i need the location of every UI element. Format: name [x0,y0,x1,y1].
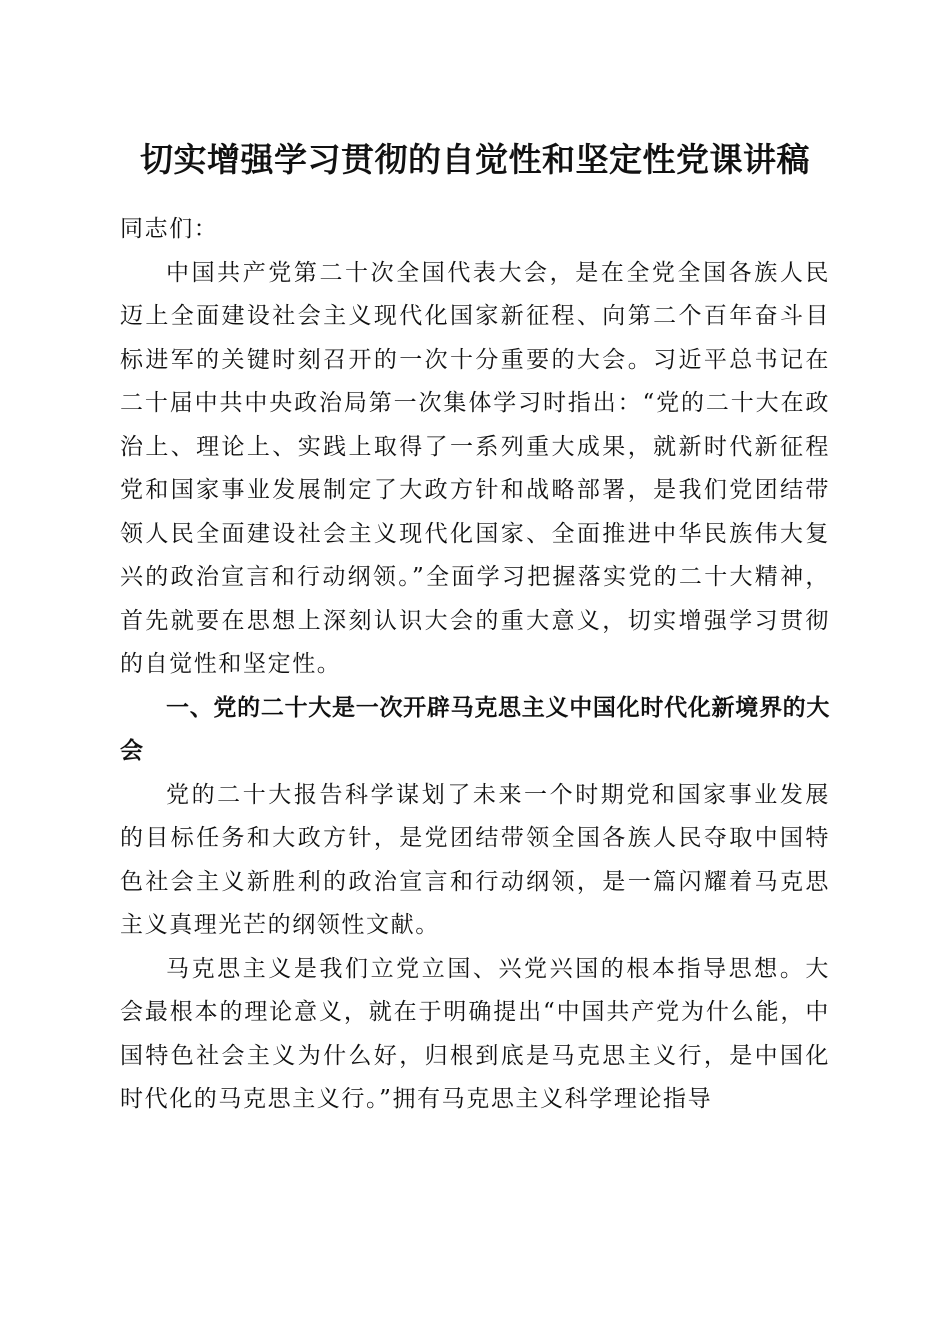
intro-paragraph: 中国共产党第二十次全国代表大会，是在全党全国各族人民迈上全面建设社会主义现代化国家新征程、向第二个百年奋斗目标进军的关键时刻召开的一次十分重要的大会。习近平总书记在二十届中共中央政治局第一次集体学习时指出：“党的二十大在政治上、理论上、实践上取得了一系列重大成果，就新时代新征程党和国家事业发展制定了大政方针和战略部署，是我们党团结带领人民全面建设社会主义现代化国家、全面推进中华民族伟大复兴的政治宣言和行动纲领。”全面学习把握落实党的二十大精神，首先就要在思想上深刻认识大会的重大意义，切实增强学习贯彻的自觉性和坚定性。 [120,259,830,677]
salutation: 同志们： [120,216,219,242]
section-paragraph: 党的二十大报告科学谋划了未来一个时期党和国家事业发展的目标任务和大政方针，是党团结带领全国各族人民夺取中国特色社会主义新胜利的政治宣言和行动纲领，是一篇闪耀着马克思主义真理光芒的纲领性文献。 [120,781,830,938]
document-title: 切实增强学习贯彻的自觉性和坚定性党课讲稿 [140,140,810,179]
document-page [120,132,830,1122]
section-heading: 一、党的二十大是一次开辟马克思主义中国化时代化新境界的大会 [120,694,830,764]
section-paragraph: 马克思主义是我们立党立国、兴党兴国的根本指导思想。大会最根本的理论意义，就在于明确提出“中国共产党为什么能，中国特色社会主义为什么好，归根到底是马克思主义行，是中国化时代化的马克思主义行。”拥有马克思主义科学理论指导 [120,955,830,1112]
